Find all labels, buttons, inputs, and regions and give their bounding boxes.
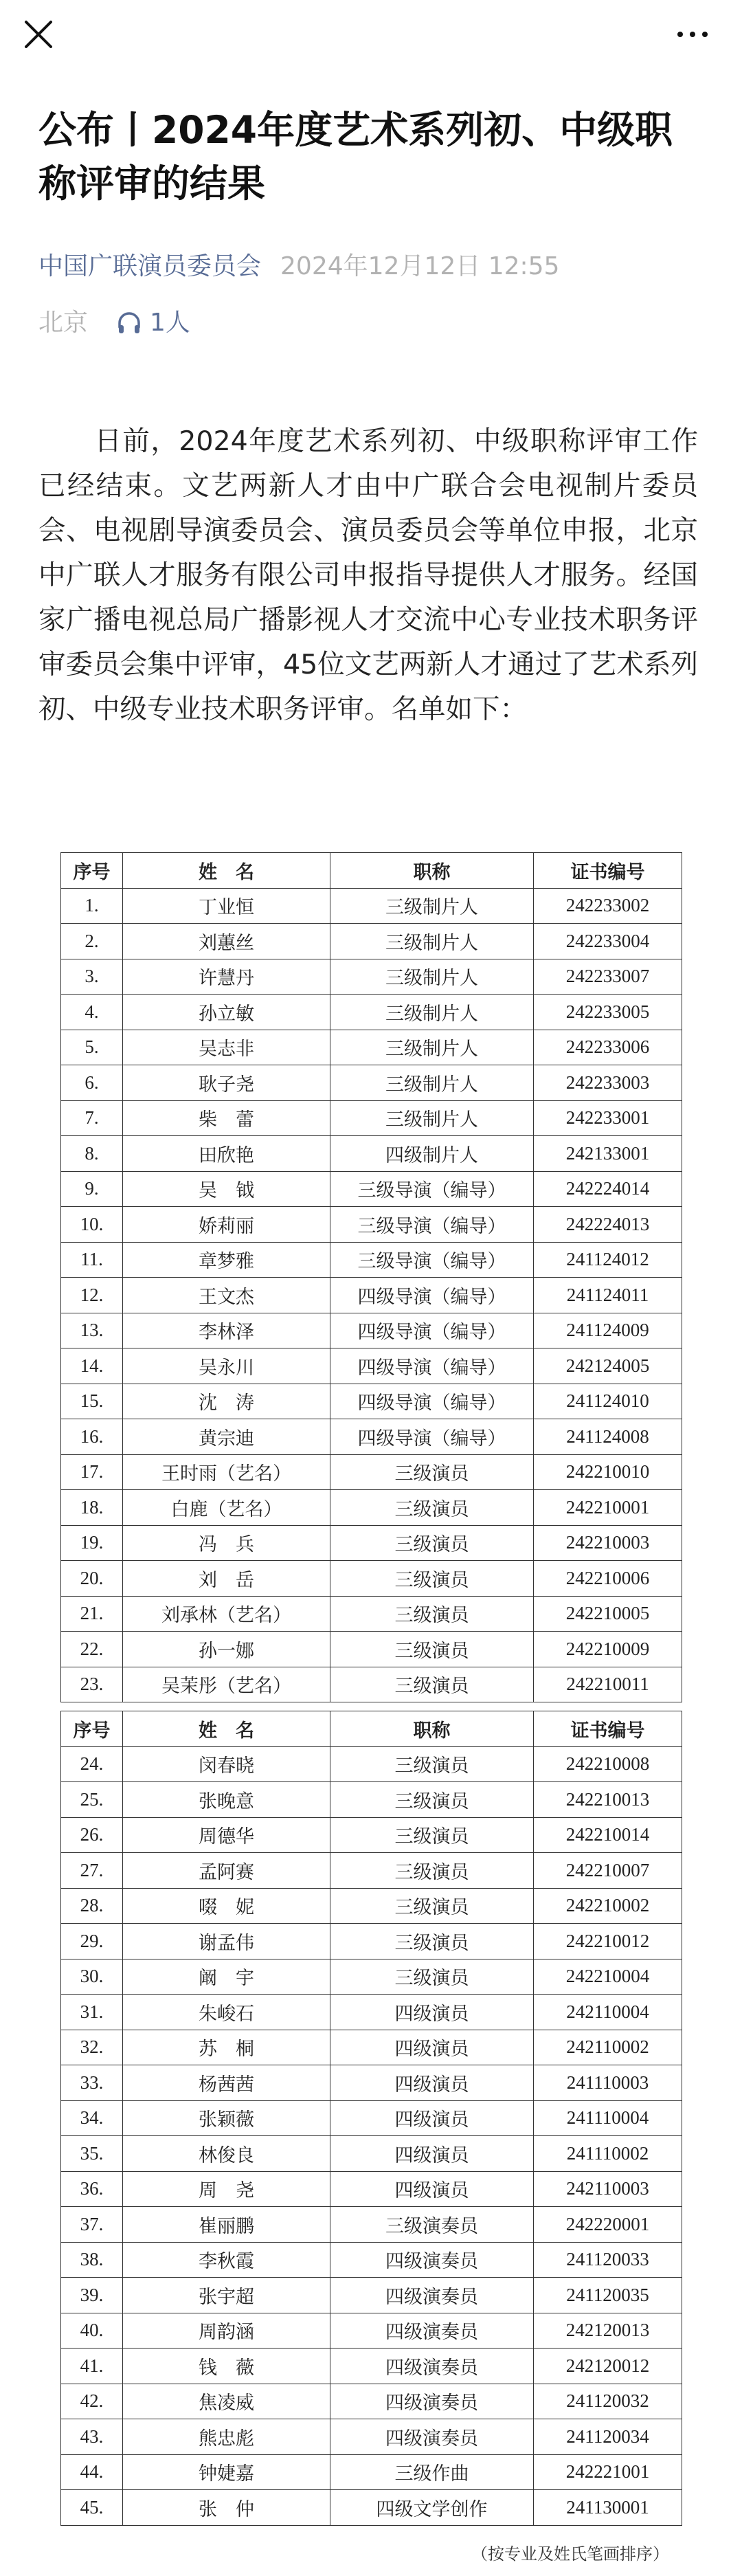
cell-number: 35. <box>61 2136 123 2172</box>
cell-number: 39. <box>61 2278 123 2313</box>
cell-number: 9. <box>61 1171 123 1207</box>
cell-title: 三级制片人 <box>330 995 534 1030</box>
cell-number: 2. <box>61 924 123 959</box>
cell-certificate: 242210008 <box>534 1746 682 1782</box>
cell-title: 四级演奏员 <box>330 2278 534 2313</box>
cell-title: 三级演员 <box>330 1817 534 1853</box>
location-label: 北京 <box>38 309 89 337</box>
cell-title: 四级导演（编导） <box>330 1348 534 1384</box>
cell-name: 丁业恒 <box>123 888 330 924</box>
cell-title: 三级演员 <box>330 1853 534 1889</box>
headphones-icon <box>115 309 143 337</box>
cell-name: 刘 岳 <box>123 1561 330 1597</box>
cell-name: 张晚意 <box>123 1782 330 1818</box>
cell-number: 4. <box>61 995 123 1030</box>
table-row <box>61 1065 682 1101</box>
header-number: 序号 <box>61 1711 123 1747</box>
results-table-part1 <box>60 852 682 1702</box>
cell-name: 孟阿赛 <box>123 1853 330 1889</box>
table-row <box>61 1853 682 1889</box>
cell-name: 张颖薇 <box>123 2100 330 2136</box>
cell-title: 三级导演（编导） <box>330 1242 534 1278</box>
table-row <box>61 924 682 959</box>
table-row <box>61 2030 682 2065</box>
table-row <box>61 2278 682 2313</box>
cell-title: 四级文学创作 <box>330 2490 534 2526</box>
cell-title: 三级演员 <box>330 1596 534 1632</box>
cell-number: 10. <box>61 1207 123 1243</box>
cell-certificate: 242221001 <box>534 2454 682 2490</box>
table-row <box>61 1454 682 1490</box>
account-name-link[interactable]: 中国广联演员委员会 <box>38 252 262 280</box>
cell-certificate: 242220001 <box>534 2207 682 2243</box>
cell-certificate: 242210001 <box>534 1490 682 1526</box>
cell-number: 12. <box>61 1278 123 1313</box>
cell-title: 三级演员 <box>330 1525 534 1561</box>
cell-number: 42. <box>61 2384 123 2419</box>
cell-title: 三级制片人 <box>330 1030 534 1065</box>
cell-number: 8. <box>61 1136 123 1172</box>
cell-name: 张 仲 <box>123 2490 330 2526</box>
table-row <box>61 1171 682 1207</box>
cell-number: 33. <box>61 2065 123 2101</box>
cell-number: 21. <box>61 1596 123 1632</box>
table-row <box>61 1419 682 1455</box>
table-gap <box>60 1702 682 1711</box>
cell-number: 31. <box>61 1995 123 2030</box>
cell-certificate: 242133001 <box>534 1136 682 1172</box>
table-row <box>61 888 682 924</box>
cell-title: 四级演奏员 <box>330 2242 534 2278</box>
cell-certificate: 242233002 <box>534 888 682 924</box>
table-row <box>61 2384 682 2419</box>
cell-name: 吴志非 <box>123 1030 330 1065</box>
cell-number: 17. <box>61 1454 123 1490</box>
cell-certificate: 241110002 <box>534 2136 682 2172</box>
cell-certificate: 241124010 <box>534 1384 682 1419</box>
table-row <box>61 1100 682 1136</box>
cell-name: 闵春晓 <box>123 1746 330 1782</box>
cell-name: 熊忠彪 <box>123 2419 330 2455</box>
cell-name: 田欣艳 <box>123 1136 330 1172</box>
cell-certificate: 242210014 <box>534 1817 682 1853</box>
cell-certificate: 242210011 <box>534 1667 682 1702</box>
cell-name: 吴茉彤（艺名） <box>123 1667 330 1702</box>
cell-certificate: 241110003 <box>534 2065 682 2101</box>
cell-title: 四级演员 <box>330 2065 534 2101</box>
article-title: 公布丨2024年度艺术系列初、中级职称评审的结果 <box>38 108 673 206</box>
cell-title: 四级演员 <box>330 2171 534 2207</box>
cell-name: 孙立敏 <box>123 995 330 1030</box>
cell-certificate: 242233007 <box>534 959 682 995</box>
cell-title: 四级演员 <box>330 1995 534 2030</box>
header-title: 职称 <box>330 853 534 889</box>
cell-name: 啜 妮 <box>123 1888 330 1924</box>
cell-name: 王文杰 <box>123 1278 330 1313</box>
cell-title: 四级制片人 <box>330 1136 534 1172</box>
cell-number: 34. <box>61 2100 123 2136</box>
cell-name: 焦凌威 <box>123 2384 330 2419</box>
cell-certificate: 241120035 <box>534 2278 682 2313</box>
cell-certificate: 241124012 <box>534 1242 682 1278</box>
cell-certificate: 242120012 <box>534 2349 682 2384</box>
table-row <box>61 1959 682 1995</box>
cell-number: 7. <box>61 1100 123 1136</box>
top-bar <box>0 0 731 69</box>
cell-certificate: 242210009 <box>534 1632 682 1667</box>
cell-title: 三级制片人 <box>330 924 534 959</box>
cell-title: 三级演员 <box>330 1959 534 1995</box>
cell-name: 王时雨（艺名） <box>123 1454 330 1490</box>
table-row <box>61 1995 682 2030</box>
cell-title: 四级演员 <box>330 2136 534 2172</box>
cell-certificate: 242210010 <box>534 1454 682 1490</box>
cell-name: 钱 薇 <box>123 2349 330 2384</box>
article-body <box>38 419 698 732</box>
cell-certificate: 242210007 <box>534 1853 682 1889</box>
header-certificate: 证书编号 <box>534 853 682 889</box>
cell-number: 26. <box>61 1817 123 1853</box>
cell-number: 3. <box>61 959 123 995</box>
header-certificate: 证书编号 <box>534 1711 682 1747</box>
cell-title: 三级演员 <box>330 1924 534 1959</box>
cell-certificate: 242210006 <box>534 1561 682 1597</box>
cell-title: 四级演员 <box>330 2100 534 2136</box>
cell-certificate: 242224013 <box>534 1207 682 1243</box>
table-row <box>61 2100 682 2136</box>
cell-number: 30. <box>61 1959 123 1995</box>
cell-name: 许慧丹 <box>123 959 330 995</box>
listen-button[interactable] <box>115 302 190 344</box>
header-title: 职称 <box>330 1711 534 1747</box>
cell-certificate: 242224014 <box>534 1171 682 1207</box>
cell-certificate: 242210002 <box>534 1888 682 1924</box>
results-table-part2 <box>60 1711 682 2526</box>
cell-certificate: 242110003 <box>534 2171 682 2207</box>
close-icon <box>19 15 58 54</box>
cell-certificate: 242233004 <box>534 924 682 959</box>
table-row <box>61 2136 682 2172</box>
cell-title: 四级导演（编导） <box>330 1384 534 1419</box>
table-row <box>61 1817 682 1853</box>
listen-count: 1人 <box>150 309 190 337</box>
table-row <box>61 1667 682 1702</box>
table-row <box>61 959 682 995</box>
cell-title: 三级导演（编导） <box>330 1207 534 1243</box>
cell-name: 李秋霞 <box>123 2242 330 2278</box>
table-row <box>61 1348 682 1384</box>
header-number: 序号 <box>61 853 123 889</box>
cell-name: 林俊良 <box>123 2136 330 2172</box>
cell-name: 冯 兵 <box>123 1525 330 1561</box>
cell-name: 崔丽鹏 <box>123 2207 330 2243</box>
cell-number: 23. <box>61 1667 123 1702</box>
cell-number: 20. <box>61 1561 123 1597</box>
cell-number: 41. <box>61 2349 123 2384</box>
table-row <box>61 2242 682 2278</box>
cell-name: 吴 钺 <box>123 1171 330 1207</box>
table-row <box>61 1207 682 1243</box>
table-row <box>61 2313 682 2349</box>
article-meta <box>38 246 698 287</box>
cell-title: 四级导演（编导） <box>330 1419 534 1455</box>
cell-name: 张宇超 <box>123 2278 330 2313</box>
cell-title: 四级演奏员 <box>330 2313 534 2349</box>
cell-number: 36. <box>61 2171 123 2207</box>
cell-title: 三级演员 <box>330 1632 534 1667</box>
cell-title: 三级演员 <box>330 1454 534 1490</box>
cell-name: 周德华 <box>123 1817 330 1853</box>
cell-number: 11. <box>61 1242 123 1278</box>
cell-certificate: 242110002 <box>534 2030 682 2065</box>
cell-certificate: 241124008 <box>534 1419 682 1455</box>
cell-title: 四级演奏员 <box>330 2384 534 2419</box>
cell-name: 杨茜茜 <box>123 2065 330 2101</box>
results-table-container <box>60 852 682 2526</box>
cell-name: 谢孟伟 <box>123 1924 330 1959</box>
cell-title: 三级制片人 <box>330 959 534 995</box>
cell-number: 32. <box>61 2030 123 2065</box>
publish-date: 2024年12月12日 12:55 <box>280 252 560 280</box>
cell-number: 6. <box>61 1065 123 1101</box>
table-row <box>61 2171 682 2207</box>
cell-name: 阚 宇 <box>123 1959 330 1995</box>
cell-number: 27. <box>61 1853 123 1889</box>
table-row <box>61 1136 682 1172</box>
cell-number: 44. <box>61 2454 123 2490</box>
cell-name: 白鹿（艺名） <box>123 1490 330 1526</box>
table-row <box>61 1782 682 1818</box>
table-row <box>61 1746 682 1782</box>
cell-title: 三级演奏员 <box>330 2207 534 2243</box>
table-row <box>61 2207 682 2243</box>
cell-title: 四级演员 <box>330 2030 534 2065</box>
cell-number: 15. <box>61 1384 123 1419</box>
table-row <box>61 1561 682 1597</box>
article-meta-secondary <box>38 302 190 344</box>
cell-name: 沈 涛 <box>123 1384 330 1419</box>
cell-title: 三级演员 <box>330 1782 534 1818</box>
cell-title: 三级演员 <box>330 1888 534 1924</box>
cell-title: 三级制片人 <box>330 1100 534 1136</box>
table-row <box>61 1888 682 1924</box>
cell-title: 三级制片人 <box>330 888 534 924</box>
cell-certificate: 242233005 <box>534 995 682 1030</box>
cell-number: 24. <box>61 1746 123 1782</box>
cell-certificate: 242210012 <box>534 1924 682 1959</box>
cell-number: 29. <box>61 1924 123 1959</box>
cell-certificate: 242124005 <box>534 1348 682 1384</box>
table-row <box>61 2349 682 2384</box>
table-row <box>61 1242 682 1278</box>
cell-title: 四级演奏员 <box>330 2419 534 2455</box>
cell-name: 刘蕙丝 <box>123 924 330 959</box>
cell-certificate: 241124009 <box>534 1313 682 1348</box>
more-button[interactable] <box>673 15 712 54</box>
table-row <box>61 995 682 1030</box>
sort-footnote: （按专业及姓氏笔画排序） <box>471 2544 669 2564</box>
table-row <box>61 1924 682 1959</box>
cell-number: 5. <box>61 1030 123 1065</box>
cell-certificate: 242233003 <box>534 1065 682 1101</box>
cell-certificate: 242210013 <box>534 1782 682 1818</box>
cell-number: 25. <box>61 1782 123 1818</box>
cell-number: 18. <box>61 1490 123 1526</box>
cell-name: 章梦雅 <box>123 1242 330 1278</box>
cell-name: 吴永川 <box>123 1348 330 1384</box>
cell-number: 28. <box>61 1888 123 1924</box>
cell-title: 四级导演（编导） <box>330 1313 534 1348</box>
cell-title: 四级导演（编导） <box>330 1278 534 1313</box>
table-row <box>61 1632 682 1667</box>
cell-certificate: 242210004 <box>534 1959 682 1995</box>
cell-certificate: 241110004 <box>534 2100 682 2136</box>
cell-certificate: 242210003 <box>534 1525 682 1561</box>
cell-name: 柴 蕾 <box>123 1100 330 1136</box>
table-row <box>61 1030 682 1065</box>
table-header-row <box>61 853 682 889</box>
cell-name: 娇莉丽 <box>123 1207 330 1243</box>
cell-name: 周韵涵 <box>123 2313 330 2349</box>
table-row <box>61 2419 682 2455</box>
cell-name: 朱峻石 <box>123 1995 330 2030</box>
cell-name: 周 尧 <box>123 2171 330 2207</box>
cell-certificate: 241120033 <box>534 2242 682 2278</box>
more-dots-icon <box>673 15 712 54</box>
cell-name: 刘承林（艺名） <box>123 1596 330 1632</box>
table-row <box>61 2454 682 2490</box>
cell-certificate: 241124011 <box>534 1278 682 1313</box>
cell-name: 孙一娜 <box>123 1632 330 1667</box>
table-row <box>61 1490 682 1526</box>
cell-number: 43. <box>61 2419 123 2455</box>
article-body-text: 日前，2024年度艺术系列初、中级职称评审工作已经结束。文艺两新人才由中广联合会电视制片委员会、电视剧导演委员会、演员委员会等单位申报，北京中广联人才服务有限公司申报指导提供人才服务。经国家广播电视总局广播影视人才交流中心专业技术职务评审委员会集中评审，45位文艺两新人才通过了艺术系列初、中级专业技术职务评审。名单如下： <box>38 425 698 725</box>
cell-number: 40. <box>61 2313 123 2349</box>
cell-number: 16. <box>61 1419 123 1455</box>
table-row <box>61 1384 682 1419</box>
cell-name: 苏 桐 <box>123 2030 330 2065</box>
cell-title: 三级演员 <box>330 1490 534 1526</box>
header-name: 姓 名 <box>123 1711 330 1747</box>
cell-certificate: 242233006 <box>534 1030 682 1065</box>
cell-name: 耿子尧 <box>123 1065 330 1101</box>
cell-name: 李林泽 <box>123 1313 330 1348</box>
cell-title: 三级演员 <box>330 1667 534 1702</box>
close-button[interactable] <box>19 15 58 54</box>
cell-name: 黄宗迪 <box>123 1419 330 1455</box>
table-header-row <box>61 1711 682 1747</box>
table-row <box>61 1525 682 1561</box>
cell-number: 38. <box>61 2242 123 2278</box>
cell-title: 三级作曲 <box>330 2454 534 2490</box>
table-row <box>61 2490 682 2526</box>
cell-title: 三级导演（编导） <box>330 1171 534 1207</box>
cell-certificate: 242110004 <box>534 1995 682 2030</box>
table-row <box>61 1278 682 1313</box>
cell-number: 14. <box>61 1348 123 1384</box>
table-row <box>61 2065 682 2101</box>
cell-certificate: 242233001 <box>534 1100 682 1136</box>
cell-title: 三级制片人 <box>330 1065 534 1101</box>
cell-name: 钟婕嘉 <box>123 2454 330 2490</box>
cell-number: 45. <box>61 2490 123 2526</box>
cell-certificate: 242120013 <box>534 2313 682 2349</box>
cell-certificate: 241120034 <box>534 2419 682 2455</box>
cell-number: 1. <box>61 888 123 924</box>
cell-number: 13. <box>61 1313 123 1348</box>
cell-title: 三级演员 <box>330 1561 534 1597</box>
cell-title: 四级演奏员 <box>330 2349 534 2384</box>
cell-number: 19. <box>61 1525 123 1561</box>
cell-certificate: 241120032 <box>534 2384 682 2419</box>
header-name: 姓 名 <box>123 853 330 889</box>
cell-certificate: 242210005 <box>534 1596 682 1632</box>
cell-certificate: 241130001 <box>534 2490 682 2526</box>
cell-number: 37. <box>61 2207 123 2243</box>
table-row <box>61 1313 682 1348</box>
cell-number: 22. <box>61 1632 123 1667</box>
cell-title: 三级演员 <box>330 1746 534 1782</box>
table-row <box>61 1596 682 1632</box>
